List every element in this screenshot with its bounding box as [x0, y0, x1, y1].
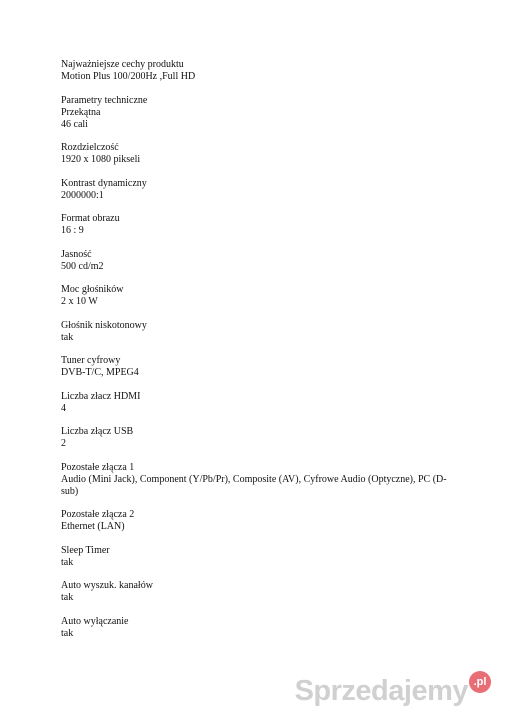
- spec-item: [61, 320, 451, 344]
- spec-item: [61, 284, 451, 308]
- spec-label: Rozdzielczość: [61, 142, 119, 153]
- spec-item: [61, 355, 451, 379]
- spec-label: Jasność: [61, 248, 92, 260]
- spec-value: tak: [61, 627, 74, 639]
- spec-label: Kontrast dynamiczny: [61, 177, 147, 189]
- intro-block: [61, 59, 451, 83]
- spec-item: [61, 178, 451, 202]
- spec-value: tak: [61, 556, 74, 568]
- spec-item: [61, 545, 451, 569]
- spec-label: Format obrazu: [61, 213, 120, 224]
- watermark-logo: [295, 675, 491, 707]
- spec-label: Pozostałe złącza 2: [61, 509, 135, 520]
- spec-value: DVB-T/C, MPEG4: [61, 367, 139, 378]
- spec-value: 1920 x 1080 pikseli: [61, 154, 141, 165]
- spec-label: Auto wyłączanie: [61, 615, 129, 627]
- watermark-badge: .pl: [469, 671, 491, 693]
- spec-label: Moc głośników: [61, 284, 124, 295]
- spec-value: 2000000:1: [61, 189, 104, 201]
- spec-label: Liczba złącz USB: [61, 426, 134, 437]
- params-value: 46 cali: [61, 118, 88, 130]
- spec-value: tak: [61, 331, 74, 343]
- spec-value: Ethernet (LAN): [61, 521, 125, 532]
- spec-value: 500 cd/m2: [61, 260, 104, 272]
- spec-item: [61, 616, 451, 640]
- spec-value: 16 : 9: [61, 225, 84, 236]
- spec-label: Liczba złacz HDMI: [61, 390, 141, 402]
- spec-item: [61, 213, 451, 237]
- spec-item: [61, 580, 451, 604]
- spec-value: 4: [61, 402, 66, 414]
- spec-value: 2 x 10 W: [61, 296, 98, 307]
- intro-heading: Najważniejsze cechy produktu: [61, 59, 184, 70]
- params-heading: Parametry techniczne: [61, 94, 148, 106]
- spec-value: 2: [61, 438, 66, 449]
- spec-label: Sleep Timer: [61, 544, 110, 556]
- spec-item: [61, 462, 451, 498]
- spec-item: [61, 509, 451, 533]
- params-block: [61, 95, 451, 131]
- spec-list: [61, 142, 451, 640]
- spec-item: [61, 249, 451, 273]
- spec-label: Auto wyszuk. kanałów: [61, 580, 153, 591]
- spec-value: tak: [61, 592, 74, 603]
- spec-label: Tuner cyfrowy: [61, 355, 121, 366]
- spec-item: [61, 391, 451, 415]
- document-body: [61, 59, 451, 651]
- spec-item: [61, 426, 451, 450]
- spec-label: Głośnik niskotonowy: [61, 319, 147, 331]
- params-label: Przekątna: [61, 106, 101, 118]
- watermark-text: Sprzedajemy: [294, 675, 468, 707]
- spec-label: Pozostałe złącza 1: [61, 461, 135, 473]
- spec-item: [61, 142, 451, 166]
- spec-value: Audio (Mini Jack), Component (Y/Pb/Pr), Composite (AV), Cyfrowe Audio (Optyczne), PC (D-sub): [61, 473, 447, 497]
- intro-value: Motion Plus 100/200Hz ,Full HD: [61, 71, 196, 82]
